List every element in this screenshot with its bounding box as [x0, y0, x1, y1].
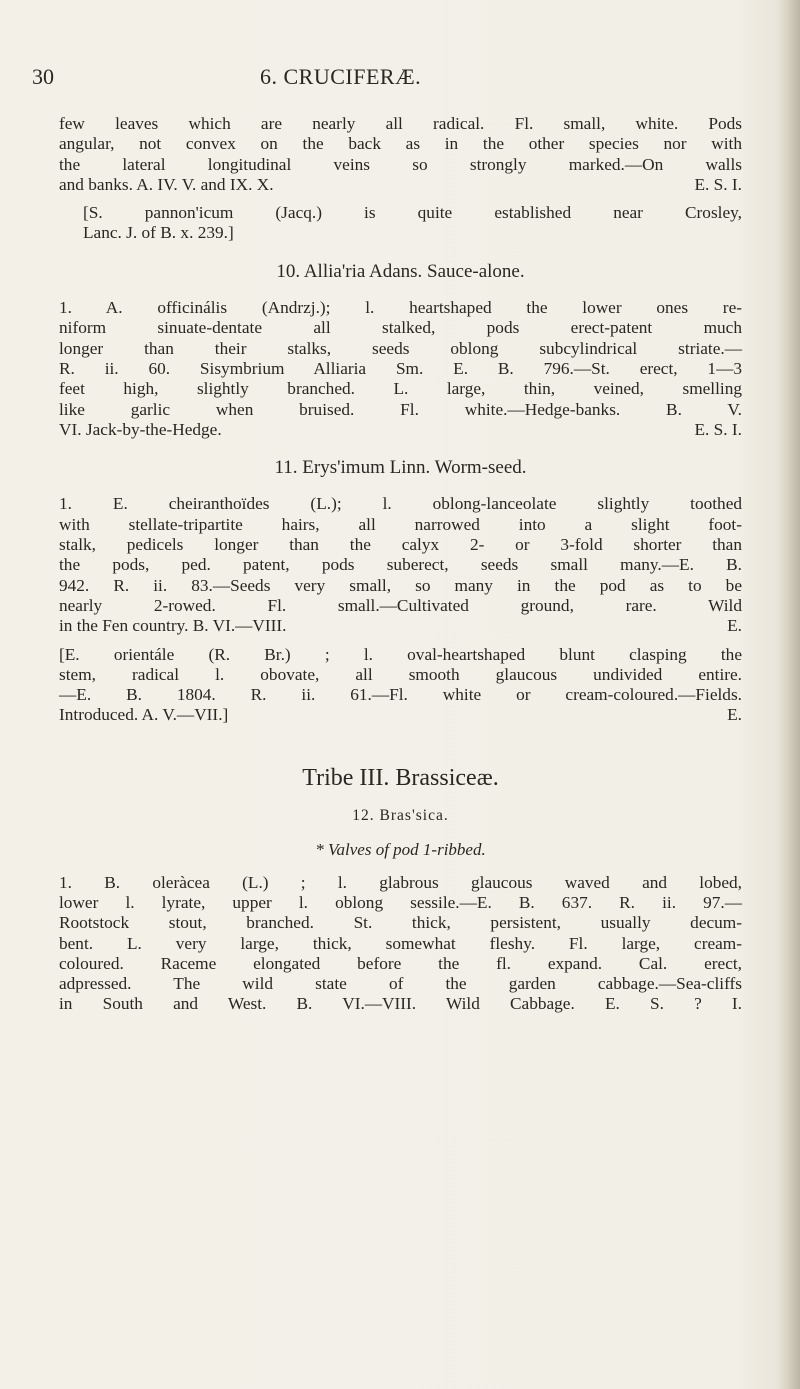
text-line: with stellate-tripartite hairs, all narrowed into a slight foot-: [59, 514, 742, 534]
text-line: R. ii. 60. Sisymbrium Alliaria Sm. E. B. 796.—St. erect, 1—3: [59, 358, 742, 378]
text-line: stem, radical l. obovate, all smooth glaucous undivided entire.: [59, 664, 742, 684]
text-line: Lanc. J. of B. x. 239.]: [83, 223, 234, 243]
section-heading: * Valves of pod 1-ribbed.: [315, 840, 486, 860]
text-line: [59, 616, 742, 636]
text-line: [S. pannon'icum (Jacq.) is quite established near Crosley,: [83, 203, 742, 223]
distribution-text: E. S. I.: [694, 174, 742, 194]
text-line: coloured. Raceme elongated before the fl. expand. Cal. erect,: [59, 953, 742, 973]
species-erysimum-orientale: [59, 645, 742, 726]
text-line: 1. A. officinális (Andrzj.); l. heartshaped the lower ones re-: [59, 298, 742, 318]
text-line: lower l. lyrate, upper l. oblong sessile.—E. B. 637. R. ii. 97.—: [59, 892, 742, 912]
text-line: few leaves which are nearly all radical. Fl. small, white. Pods: [59, 114, 742, 133]
page-body: [59, 114, 742, 1015]
distribution-text: E. S. I.: [694, 419, 742, 439]
running-header: [32, 64, 762, 92]
tribe-heading: Tribe III. Brassiceæ.: [302, 764, 499, 791]
text-line: niform sinuate-dentate all stalked, pods erect-patent much: [59, 318, 742, 338]
text-line: feet high, slightly branched. L. large, thin, veined, smelling: [59, 379, 742, 399]
genus-heading-alliaria: 10. Allia'ria Adans. Sauce-alone.: [276, 260, 525, 282]
genus-heading-erysimum: 11. Erys'imum Linn. Worm-seed.: [274, 457, 527, 479]
distribution-text: E.: [727, 616, 742, 636]
text-line: [59, 175, 742, 195]
text-line: like garlic when bruised. Fl. white.—Hedge-banks. B. V.: [59, 399, 742, 419]
genus-heading-brassica: 12. Bras'sica.: [352, 807, 449, 825]
species-erysimum-cheiranthoides: [59, 494, 742, 636]
habitat-text: in the Fen country. B. VI.—VIII.: [59, 616, 287, 636]
species-alliaria-officinalis: [59, 298, 742, 440]
page-number: 30: [32, 64, 54, 89]
habitat-text: and banks. A. IV. V. and IX. X.: [59, 174, 274, 194]
habitat-text: Introduced. A. V.—VII.]: [59, 705, 229, 725]
page-edge-shadow: [778, 0, 800, 1389]
running-title: 6. CRUCIFERÆ.: [260, 64, 422, 89]
paragraph-pods-angular: [59, 114, 742, 195]
text-line: —E. B. 1804. R. ii. 61.—Fl. white or cream-coloured.—Fields.: [59, 685, 742, 705]
common-name-text: VI. Jack-by-the-Hedge.: [59, 419, 222, 439]
text-line: [59, 705, 742, 725]
text-line: in South and West. B. VI.—VIII. Wild Cabbage. E. S. ? I.: [59, 994, 742, 1014]
text-line: the lateral longitudinal veins so strongly marked.—On walls: [59, 154, 742, 174]
text-line: 942. R. ii. 83.—Seeds very small, so many in the pod as to be: [59, 575, 742, 595]
paragraph-pannonicum: [59, 203, 742, 244]
text-line: the pods, ped. patent, pods suberect, seeds small many.—E. B.: [59, 555, 742, 575]
distribution-text: E.: [727, 705, 742, 725]
text-line: nearly 2-rowed. Fl. small.—Cultivated ground, rare. Wild: [59, 595, 742, 615]
text-line: bent. L. very large, thick, somewhat fleshy. Fl. large, cream-: [59, 933, 742, 953]
species-brassica-oleracea: [59, 873, 742, 1015]
text-line: 1. B. oleràcea (L.) ; l. glabrous glaucous waved and lobed,: [59, 872, 742, 892]
text-line: adpressed. The wild state of the garden cabbage.—Sea-cliffs: [59, 974, 742, 994]
text-line: 1. E. cheiranthoïdes (L.); l. oblong-lanceolate slightly toothed: [59, 494, 742, 514]
text-line: Rootstock stout, branched. St. thick, persistent, usually decum-: [59, 913, 742, 933]
text-line: [59, 420, 742, 440]
text-line: stalk, pedicels longer than the calyx 2- or 3-fold shorter than: [59, 535, 742, 555]
text-line: longer than their stalks, seeds oblong subcylindrical striate.—: [59, 338, 742, 358]
text-line: angular, not convex on the back as in the other species nor with: [59, 134, 742, 154]
text-line: [E. orientále (R. Br.) ; l. oval-heartshaped blunt clasping the: [59, 644, 742, 664]
